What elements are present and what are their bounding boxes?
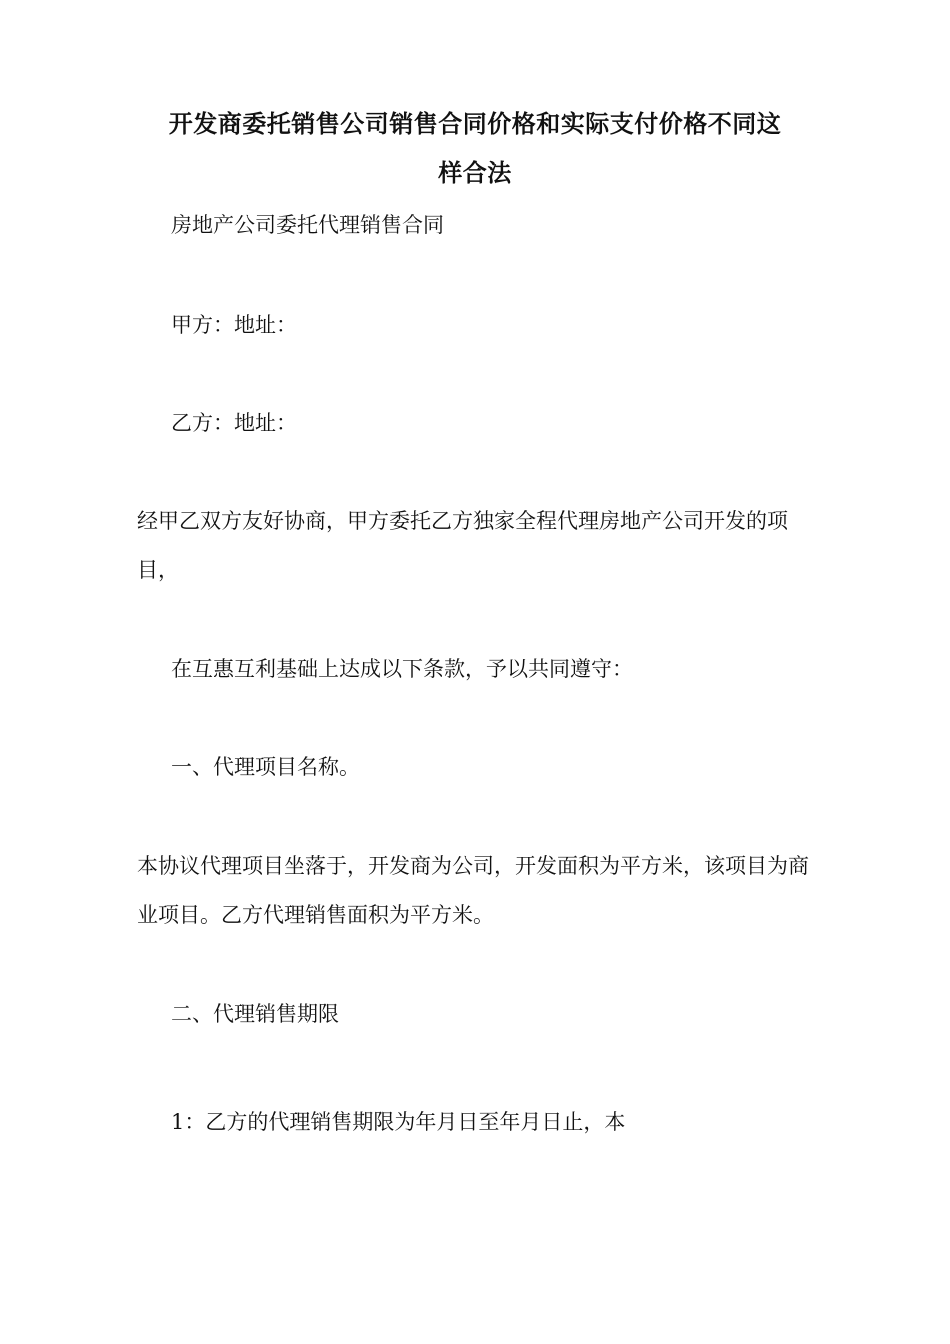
paragraph-agreement-intro: 经甲乙双方友好协商，甲方委托乙方独家全程代理房地产公司开发的项目， <box>137 509 788 582</box>
section-heading-project-name: 一、代理项目名称。 <box>171 755 360 779</box>
paragraph-party-a: 甲方：地址： <box>171 313 297 337</box>
paragraph-party-b: 乙方：地址： <box>171 411 297 435</box>
section-heading-sales-period: 二、代理销售期限 <box>171 1002 339 1026</box>
document-title-line-2: 样合法 <box>438 158 512 187</box>
paragraph-project-location: 本协议代理项目坐落于，开发商为公司，开发面积为平方米，该项目为商业项目。乙方代理销售面积为平方米。 <box>137 854 809 927</box>
paragraph-contract-name: 房地产公司委托代理销售合同 <box>171 213 444 237</box>
paragraph-mutual-benefit: 在互惠互利基础上达成以下条款，予以共同遵守： <box>171 657 633 681</box>
paragraph-sales-period-clause: 1：乙方的代理销售期限为年月日至年月日止，本 <box>171 1110 626 1134</box>
document-title-line-1: 开发商委托销售公司销售合同价格和实际支付价格不同这 <box>168 109 782 138</box>
